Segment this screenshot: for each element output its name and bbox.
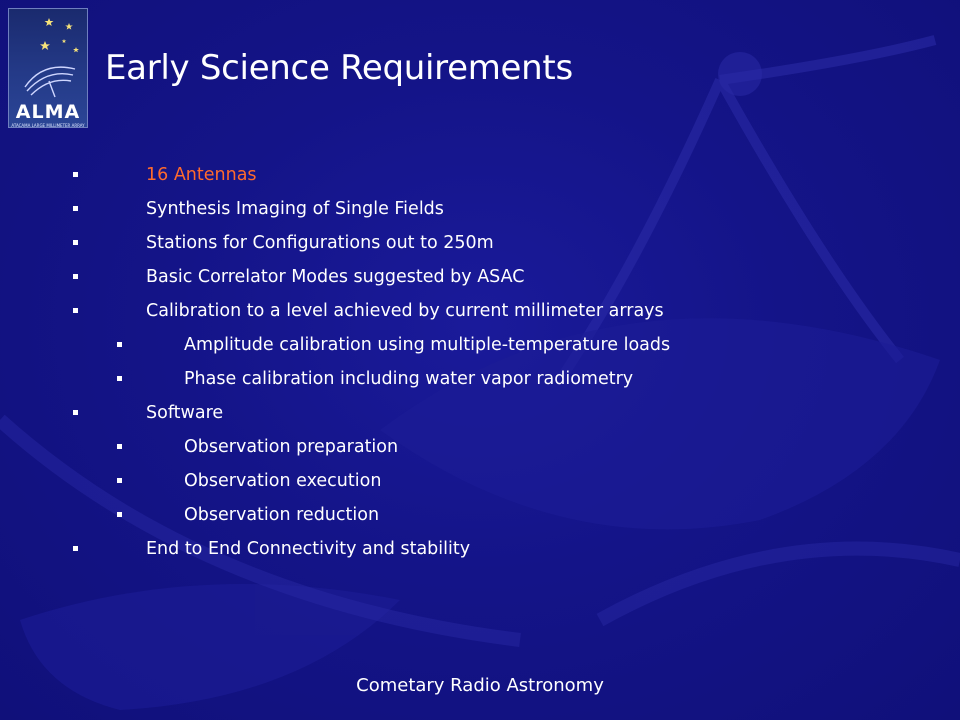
- list-item: [0, 399, 960, 433]
- sub-list-item: [0, 467, 960, 501]
- list-item: [0, 161, 960, 195]
- square-bullet-icon: [117, 444, 122, 449]
- square-bullet-icon: [73, 546, 78, 551]
- list-item: [0, 195, 960, 229]
- square-bullet-icon: [117, 478, 122, 483]
- square-bullet-icon: [73, 308, 78, 313]
- bullet-text: Phase calibration including water vapor radiometry: [184, 369, 634, 389]
- bullet-list: [0, 161, 960, 569]
- sub-list-item: [0, 331, 960, 365]
- square-bullet-icon: [117, 376, 122, 381]
- bullet-text: End to End Connectivity and stability: [146, 539, 471, 559]
- bullet-text: Observation execution: [184, 471, 382, 491]
- square-bullet-icon: [73, 206, 78, 211]
- alma-logo: [8, 8, 88, 128]
- square-bullet-icon: [73, 240, 78, 245]
- sub-list-item: [0, 433, 960, 467]
- sub-list-item: [0, 365, 960, 399]
- bullet-text: Observation reduction: [184, 505, 380, 525]
- bullet-text: Calibration to a level achieved by current millimeter arrays: [146, 301, 664, 321]
- bullet-text: Synthesis Imaging of Single Fields: [146, 199, 444, 219]
- square-bullet-icon: [117, 342, 122, 347]
- slide-footer: Cometary Radio Astronomy: [356, 675, 604, 696]
- square-bullet-icon: [117, 512, 122, 517]
- bullet-text: 16 Antennas: [146, 165, 257, 185]
- bullet-text: Stations for Configurations out to 250m: [146, 233, 494, 253]
- square-bullet-icon: [73, 410, 78, 415]
- bullet-text: Amplitude calibration using multiple-temperature loads: [184, 335, 671, 355]
- square-bullet-icon: [73, 172, 78, 177]
- bullet-text: Observation preparation: [184, 437, 399, 457]
- logo-subtext: ATACAMA LARGE MILLIMETER ARRAY: [11, 123, 85, 128]
- bullet-text: Basic Correlator Modes suggested by ASAC: [146, 267, 525, 287]
- list-item: [0, 263, 960, 297]
- sub-list-item: [0, 501, 960, 535]
- list-item: [0, 229, 960, 263]
- logo-text: ALMA: [15, 101, 81, 123]
- slide-title: Early Science Requirements: [105, 48, 573, 88]
- square-bullet-icon: [73, 274, 78, 279]
- list-item: [0, 535, 960, 569]
- list-item: [0, 297, 960, 331]
- bullet-text: Software: [146, 403, 224, 423]
